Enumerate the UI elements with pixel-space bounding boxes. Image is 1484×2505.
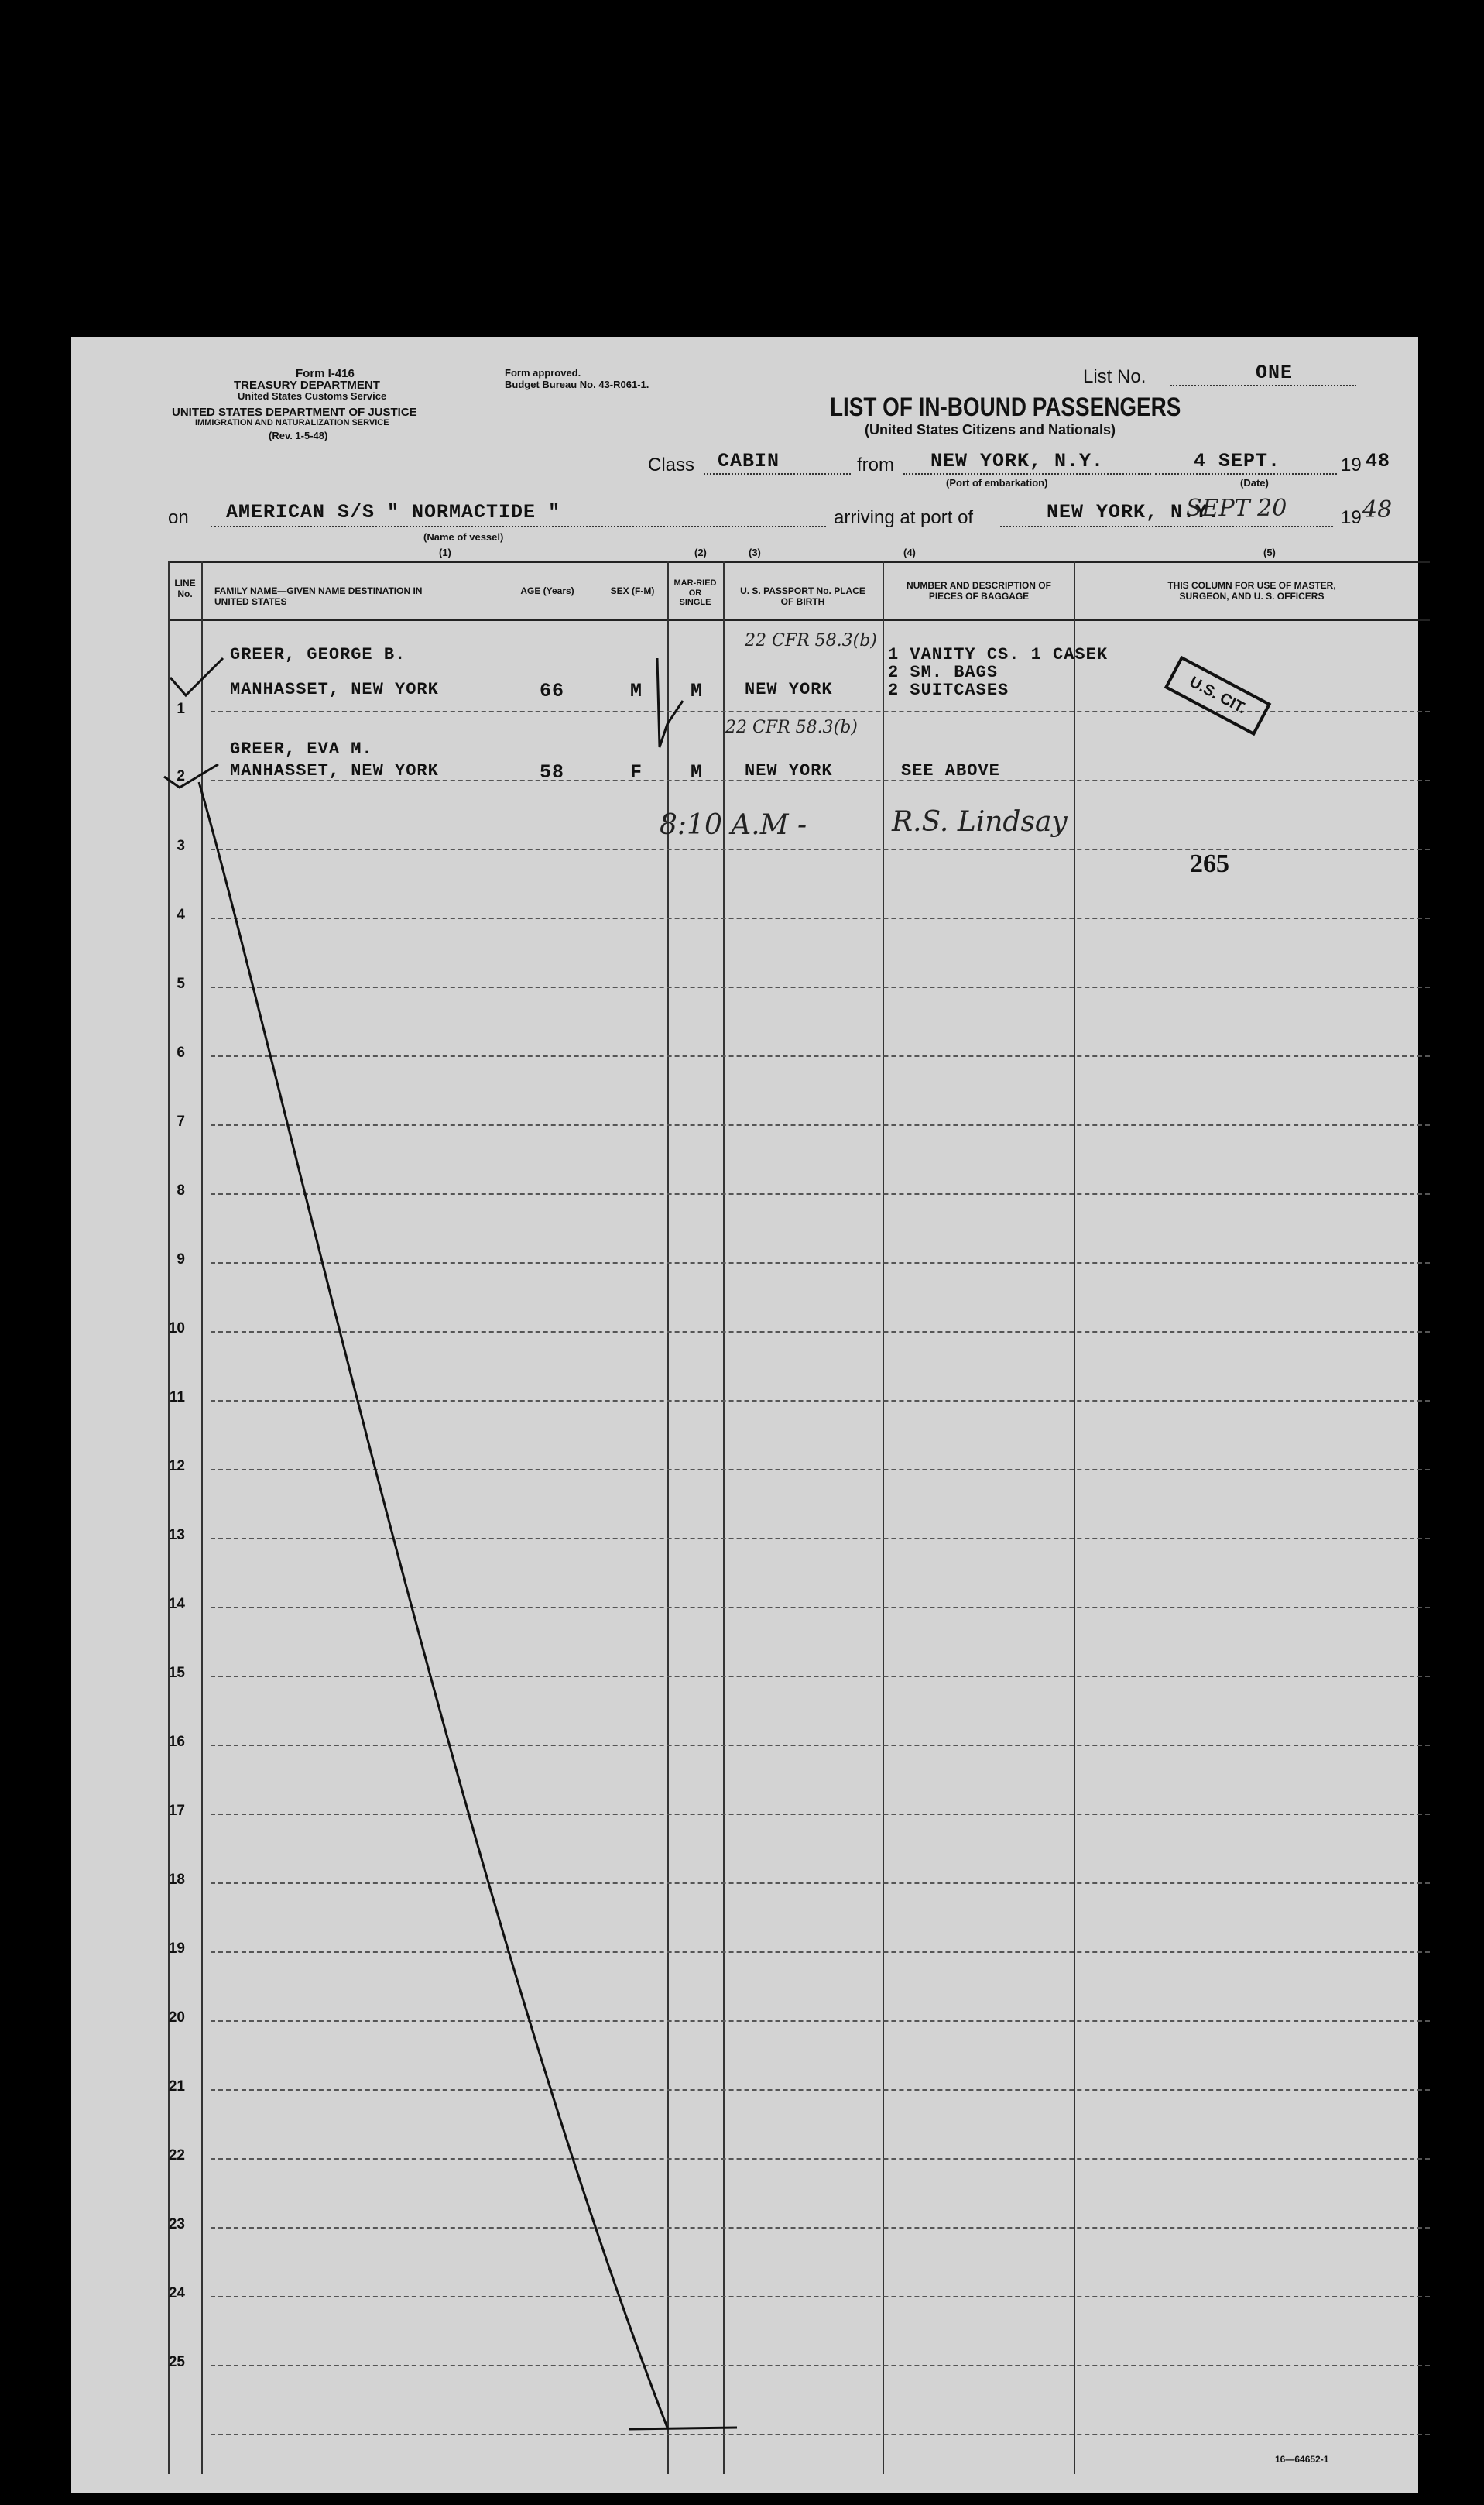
line-number: 24 <box>168 2285 185 2301</box>
passenger-birthplace: NEW YORK <box>745 680 833 699</box>
header-married: MAR-RIED OR SINGLE <box>673 578 717 608</box>
line-number: 8 <box>177 1182 185 1199</box>
line-number: 15 <box>168 1665 185 1681</box>
passenger-manifest-page <box>71 337 1418 2493</box>
arrival-port: NEW YORK, N.Y. <box>1047 501 1221 523</box>
embarkation-port: NEW YORK, N.Y. <box>930 450 1105 472</box>
passenger-destination: MANHASSET, NEW YORK <box>230 680 439 699</box>
passenger-destination: MANHASSET, NEW YORK <box>230 761 439 781</box>
form-subtitle: (United States Citizens and Nationals) <box>865 422 1116 438</box>
passenger-marital: M <box>691 680 704 702</box>
line-number: 5 <box>177 976 185 992</box>
passenger-marital: M <box>691 761 704 784</box>
from-label: from <box>857 455 894 475</box>
baggage-line: 1 VANITY CS. 1 CASEK <box>888 645 1109 664</box>
vessel-name: AMERICAN S/S " NORMACTIDE " <box>226 501 561 523</box>
column-number-1: (1) <box>439 547 451 558</box>
line-number: 18 <box>168 1872 185 1888</box>
vessel-caption: (Name of vessel) <box>423 531 504 543</box>
line-number: 12 <box>168 1458 185 1474</box>
passenger-sex: F <box>630 761 643 784</box>
check-mark <box>170 658 223 695</box>
justice-department: UNITED STATES DEPARTMENT OF JUSTICE <box>172 406 417 419</box>
header-name: FAMILY NAME—GIVEN NAME DESTINATION IN UNITED STATES <box>214 585 423 607</box>
line-number: 14 <box>168 1596 185 1612</box>
line-number: 13 <box>168 1527 185 1543</box>
baggage-line: 2 SM. BAGS <box>888 663 999 682</box>
line-number: 3 <box>177 838 185 854</box>
column-number-4: (4) <box>903 547 916 558</box>
passenger-age: 66 <box>540 680 565 702</box>
check-mark <box>164 764 218 788</box>
class-label: Class <box>648 455 695 475</box>
line-number: 20 <box>168 2009 185 2026</box>
form-approved: Form approved. <box>505 367 581 379</box>
form-number: Form I-416 <box>296 367 355 380</box>
line-number: 11 <box>169 1389 185 1405</box>
arrival-time-note: 8:10 A.M - <box>660 809 807 841</box>
column-number-5: (5) <box>1263 547 1276 558</box>
year-prefix: 19 <box>1341 455 1362 475</box>
customs-service: United States Customs Service <box>238 390 387 402</box>
arrival-year-prefix: 19 <box>1341 507 1362 528</box>
revision-date: (Rev. 1-5-48) <box>269 430 328 441</box>
treasury-department: TREASURY DEPARTMENT <box>234 379 380 392</box>
passenger-sex: M <box>630 680 643 702</box>
on-label: on <box>168 507 189 528</box>
line-number: 4 <box>177 907 185 923</box>
ins-service: IMMIGRATION AND NATURALIZATION SERVICE <box>195 418 389 427</box>
cancel-line-base <box>629 2428 737 2429</box>
year-value: 48 <box>1366 450 1391 472</box>
baggage-line: SEE ABOVE <box>901 761 1000 781</box>
passenger-name: GREER, GEORGE B. <box>230 645 406 664</box>
passenger-birthplace: NEW YORK <box>745 761 833 781</box>
bracket-mark <box>657 658 683 747</box>
header-line-no: LINE No. <box>174 578 196 599</box>
budget-bureau: Budget Bureau No. 43-R061-1. <box>505 379 649 390</box>
line-number: 22 <box>168 2147 185 2164</box>
line-number: 25 <box>168 2354 185 2370</box>
line-number: 6 <box>177 1045 185 1061</box>
line-number: 1 <box>177 701 185 717</box>
column-number-2: (2) <box>694 547 707 558</box>
line-number: 7 <box>177 1114 185 1130</box>
us-citizen-stamp: U.S. CIT. <box>1164 656 1272 736</box>
column-number-3: (3) <box>749 547 761 558</box>
line-number: 21 <box>168 2078 185 2095</box>
arriving-label: arriving at port of <box>834 507 974 528</box>
passenger-age: 58 <box>540 761 565 784</box>
header-age: AGE (Years) <box>520 585 574 596</box>
list-number-value: ONE <box>1256 362 1294 384</box>
embarkation-date: 4 SEPT. <box>1194 450 1281 472</box>
line-number: 2 <box>177 768 185 784</box>
port-caption: (Port of embarkation) <box>946 477 1048 489</box>
line-number: 17 <box>168 1803 185 1819</box>
line-number: 19 <box>168 1941 185 1957</box>
header-officers: THIS COLUMN FOR USE OF MASTER, SURGEON, AND U. S. OFFICERS <box>1167 580 1336 602</box>
line-number: 10 <box>168 1320 185 1337</box>
header-sex: SEX (F-M) <box>610 585 655 596</box>
passport-note: 22 CFR 58.3(b) <box>725 718 858 737</box>
passenger-name: GREER, EVA M. <box>230 739 373 759</box>
footer-code: 16—64652-1 <box>1275 2454 1329 2465</box>
header-baggage: NUMBER AND DESCRIPTION OF PIECES OF BAGGAGE <box>907 580 1051 602</box>
list-number-label: List No. <box>1083 366 1146 387</box>
record-number: 265 <box>1190 849 1229 878</box>
handwritten-marks <box>71 337 1418 2493</box>
baggage-line: 2 SUITCASES <box>888 681 1009 700</box>
officer-initials: R.S. Lindsay <box>892 806 1068 838</box>
line-number: 16 <box>168 1734 185 1750</box>
line-number: 23 <box>168 2216 185 2232</box>
arrival-year: 48 <box>1362 496 1393 523</box>
date-caption: (Date) <box>1240 477 1269 489</box>
line-number: 9 <box>177 1251 185 1268</box>
header-passport: U. S. PASSPORT No. PLACE OF BIRTH <box>740 585 865 607</box>
passport-note: 22 CFR 58.3(b) <box>745 631 877 650</box>
class-value: CABIN <box>718 450 780 472</box>
form-title: LIST OF IN-BOUND PASSENGERS <box>830 393 1181 422</box>
arrival-date: SEPT 20 <box>1186 495 1287 522</box>
cancel-line <box>199 782 667 2428</box>
